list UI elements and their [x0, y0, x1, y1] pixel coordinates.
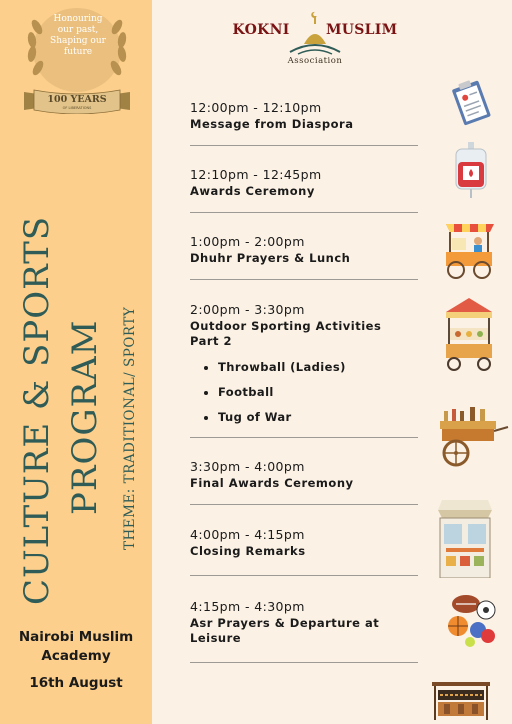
- badge-motto: [48, 14, 108, 58]
- market-stall-icon: [444, 298, 494, 372]
- agenda-title: Final Awards Ceremony: [190, 476, 354, 490]
- divider: [190, 212, 418, 213]
- divider: [190, 279, 418, 280]
- centenary-badge: [18, 8, 136, 120]
- agenda-title: Closing Remarks: [190, 544, 306, 558]
- agenda-title: Message from Diaspora: [190, 117, 354, 131]
- activity-label: Tug of War: [218, 410, 292, 424]
- agenda-title: Awards Ceremony: [190, 184, 315, 198]
- grill-stall-icon: [430, 676, 492, 724]
- agenda-title: Outdoor Sporting Activities Part 2: [190, 319, 382, 348]
- agenda-time: 4:00pm - 4:15pm: [190, 527, 305, 542]
- badge-years-sub: OF LIBERATIONS: [62, 106, 92, 110]
- bullet-icon: [204, 366, 208, 370]
- agenda-item: [190, 302, 400, 349]
- badge-motto-line: our past,: [57, 25, 99, 35]
- activity-item: [204, 360, 346, 385]
- agenda-time: 1:00pm - 2:00pm: [190, 234, 305, 249]
- badge-motto-line: Honouring: [53, 14, 103, 24]
- program-theme: THEME: TRADITIONAL/ SPORTY: [122, 306, 138, 550]
- divider: [190, 437, 418, 438]
- logo-subtitle: Association: [287, 56, 343, 66]
- program-title-line2: PROGRAM: [65, 319, 105, 515]
- agenda-title: Dhuhr Prayers & Lunch: [190, 251, 351, 265]
- divider: [190, 662, 418, 663]
- vertical-title: [4, 150, 152, 620]
- venue-line: Academy: [41, 648, 111, 664]
- activity-list: [204, 360, 346, 435]
- badge-years: 100 YEARS: [47, 94, 107, 105]
- venue: [0, 628, 152, 666]
- clipboard-icon: [448, 78, 494, 126]
- agenda-time: 2:00pm - 3:30pm: [190, 302, 305, 317]
- activity-item: [204, 385, 346, 410]
- logo-name-left: KOKNI: [232, 22, 290, 38]
- bullet-icon: [204, 391, 208, 395]
- agenda-item: [190, 459, 418, 491]
- association-logo: [220, 10, 410, 72]
- activity-label: Football: [218, 385, 274, 399]
- agenda-item: [190, 234, 418, 266]
- divider: [190, 504, 418, 505]
- event-date: 16th August: [29, 675, 123, 691]
- blood-bag-icon: [450, 142, 492, 198]
- agenda-time: 4:15pm - 4:30pm: [190, 599, 305, 614]
- sports-balls-icon: [444, 592, 496, 648]
- food-cart-icon: [444, 220, 496, 280]
- badge-motto-line: future: [63, 47, 93, 57]
- gola-cart-icon: [436, 405, 510, 467]
- divider: [190, 575, 418, 576]
- venue-line: Nairobi Muslim: [18, 629, 134, 645]
- agenda-time: 12:00pm - 12:10pm: [190, 100, 322, 115]
- shop-front-icon: [438, 500, 492, 578]
- agenda-item: [190, 100, 418, 132]
- agenda-item: [190, 527, 418, 559]
- sidebar: [0, 0, 152, 724]
- program-title-line1: CULTURE & SPORTS: [17, 215, 57, 605]
- logo-name-right: MUSLIM: [325, 22, 398, 38]
- bullet-icon: [204, 416, 208, 420]
- badge-motto-line: Shaping our: [50, 36, 106, 46]
- agenda-time: 12:10pm - 12:45pm: [190, 167, 322, 182]
- activity-label: Throwball (Ladies): [218, 360, 346, 374]
- agenda-time: 3:30pm - 4:00pm: [190, 459, 305, 474]
- agenda-item: [190, 599, 400, 646]
- divider: [190, 145, 418, 146]
- activity-item: [204, 410, 346, 435]
- agenda-item: [190, 167, 418, 199]
- agenda-title: Asr Prayers & Departure at Leisure: [190, 616, 380, 645]
- logo-name: [220, 22, 410, 38]
